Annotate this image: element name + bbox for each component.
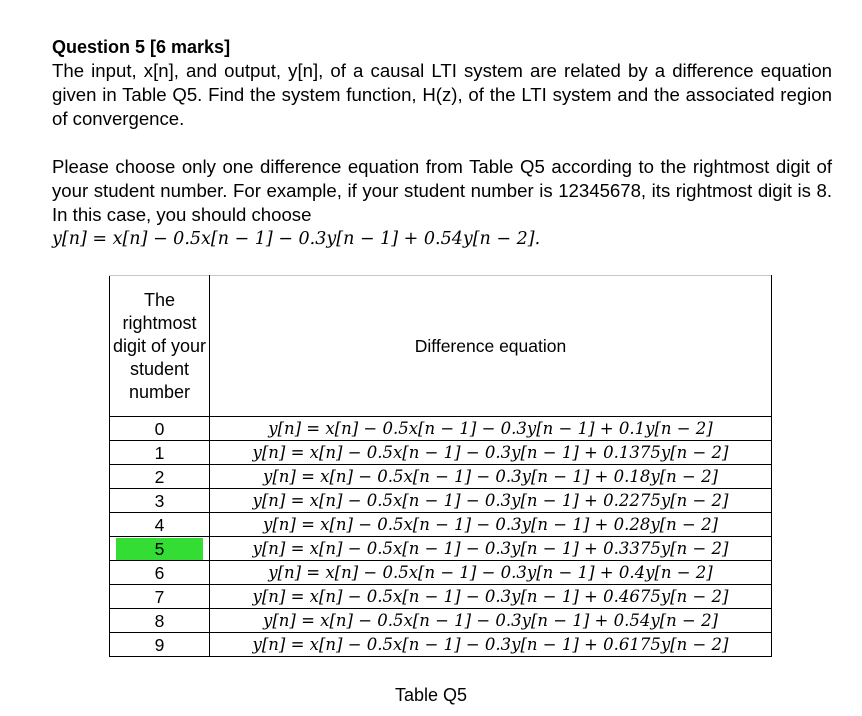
digit-value: 7 xyxy=(154,586,165,607)
digit-cell xyxy=(110,441,210,465)
digit-cell xyxy=(110,465,210,489)
digit-value: 9 xyxy=(154,634,165,655)
equation-cell: y[n] = x[n] − 0.5x[n − 1] − 0.3y[n − 1] + 0.3375y[n − 2] xyxy=(210,537,772,561)
equation-cell: y[n] = x[n] − 0.5x[n − 1] − 0.3y[n − 1] + 0.18y[n − 2] xyxy=(210,465,772,489)
digit-cell xyxy=(110,633,210,657)
equation-cell: y[n] = x[n] − 0.5x[n − 1] − 0.3y[n − 1] + 0.6175y[n − 2] xyxy=(210,633,772,657)
digit-value: 8 xyxy=(154,610,165,631)
digit-cell xyxy=(110,537,210,561)
table-row xyxy=(110,441,772,465)
digit-cell xyxy=(110,561,210,585)
equation-cell: y[n] = x[n] − 0.5x[n − 1] − 0.3y[n − 1] + 0.4675y[n − 2] xyxy=(210,585,772,609)
table-row xyxy=(110,417,772,441)
digit-value: 4 xyxy=(154,514,165,535)
digit-value: 3 xyxy=(154,490,165,511)
table-row xyxy=(110,489,772,513)
header-equation-cell: Difference equation xyxy=(210,276,772,417)
equation-cell: y[n] = x[n] − 0.5x[n − 1] − 0.3y[n − 1] + 0.1y[n − 2] xyxy=(210,417,772,441)
digit-cell xyxy=(110,489,210,513)
header-digit-cell: The rightmost digit of your student number xyxy=(110,276,210,417)
digit-cell xyxy=(110,417,210,441)
table-row xyxy=(110,585,772,609)
example-equation: y[n] = x[n] − 0.5x[n − 1] − 0.3y[n − 1] + 0.54y[n − 2]. xyxy=(52,229,541,249)
equation-cell: y[n] = x[n] − 0.5x[n − 1] − 0.3y[n − 1] + 0.4y[n − 2] xyxy=(210,561,772,585)
equation-cell: y[n] = x[n] − 0.5x[n − 1] − 0.3y[n − 1] + 0.1375y[n − 2] xyxy=(210,441,772,465)
digit-cell xyxy=(110,513,210,537)
digit-cell xyxy=(110,585,210,609)
equation-cell: y[n] = x[n] − 0.5x[n − 1] − 0.3y[n − 1] + 0.2275y[n − 2] xyxy=(210,489,772,513)
table-row xyxy=(110,633,772,657)
digit-value: 1 xyxy=(154,442,165,463)
difference-equation-table xyxy=(109,275,772,657)
digit-cell xyxy=(110,609,210,633)
digit-value: 5 xyxy=(116,538,203,560)
table-row xyxy=(110,465,772,489)
table-row xyxy=(110,537,772,561)
question-paragraph-2: Please choose only one difference equation from Table Q5 according to the rightmost digit of your student number. For example, if your student number is 12345678, its rightmost digit is 8. In this case, you should choose xyxy=(52,156,832,225)
digit-value: 6 xyxy=(154,562,165,583)
equation-cell: y[n] = x[n] − 0.5x[n − 1] − 0.3y[n − 1] + 0.28y[n − 2] xyxy=(210,513,772,537)
table-row xyxy=(110,561,772,585)
table-row xyxy=(110,609,772,633)
table-caption: Table Q5 xyxy=(394,685,468,705)
question-paragraph-1: The input, x[n], and output, y[n], of a causal LTI system are related by a difference equation given in Table Q5. Find the system function, H(z), of the LTI system and the associated region of convergence. xyxy=(52,60,832,129)
digit-value: 0 xyxy=(154,418,165,439)
equation-cell: y[n] = x[n] − 0.5x[n − 1] − 0.3y[n − 1] + 0.54y[n − 2] xyxy=(210,609,772,633)
table-row xyxy=(110,513,772,537)
table-header-row xyxy=(110,276,772,417)
question-heading: Question 5 [6 marks] xyxy=(52,37,231,57)
digit-value: 2 xyxy=(154,466,165,487)
